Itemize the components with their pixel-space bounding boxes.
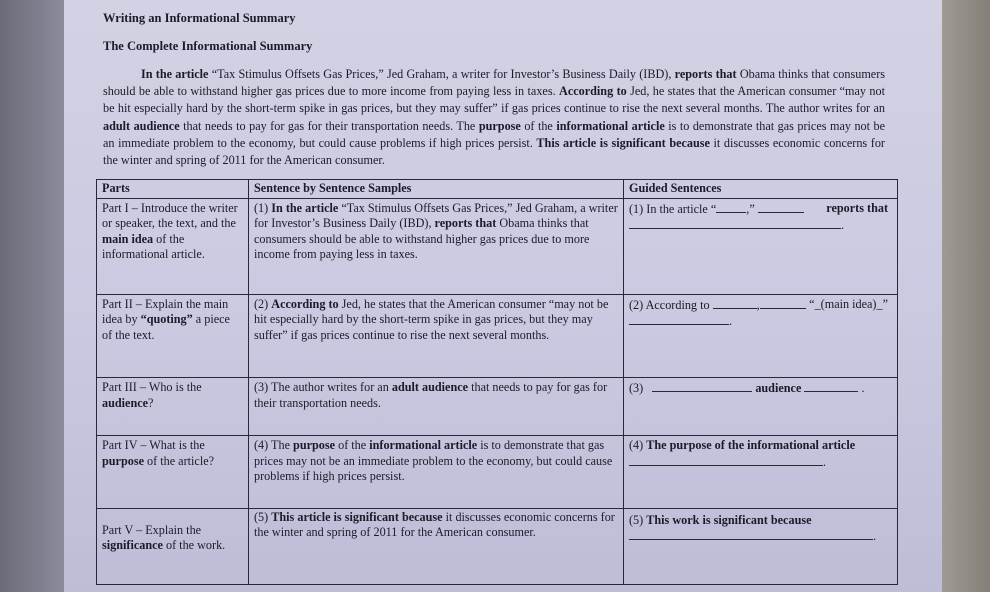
blank-line[interactable]: [629, 528, 873, 540]
sample-text: (2): [254, 297, 272, 312]
blank-line[interactable]: [629, 217, 841, 229]
part-keyword: main idea: [102, 231, 154, 246]
sample-keyword: informational article: [369, 438, 478, 453]
guided-keyword: audience: [755, 381, 802, 396]
guided-text: (5): [629, 513, 647, 528]
sample-text: of the: [335, 438, 370, 453]
blank-line[interactable]: [713, 297, 757, 309]
part-text: of the article?: [144, 453, 215, 468]
part-keyword: “quoting”: [140, 312, 193, 327]
paragraph-text: Jed, he states that the American consumer “may not be hit especially hard by the short-term spike in gas prices, but they may suffer” if gas prices continue to rise the next several months. The author writes for an: [103, 84, 885, 116]
phrase-according-to: According to: [559, 84, 627, 99]
paragraph-text: Obama thinks that consumers should be able to withstand higher gas prices due to more income from paying less in taxes.: [103, 67, 886, 99]
guided-text: .: [823, 454, 827, 469]
part-cell: [97, 199, 249, 295]
table-row: [97, 509, 898, 585]
paragraph-text: is to demonstrate that gas prices may not be an immediate problem to the economy, but could cause problems if high prices persist.: [103, 118, 886, 150]
paragraph-text: that needs to pay for gas for their transportation needs. The: [179, 118, 479, 133]
guided-text: (2) According to: [629, 298, 713, 313]
blank-line[interactable]: [652, 380, 752, 392]
guided-cell: [624, 436, 898, 509]
part-keyword: audience: [102, 395, 149, 410]
sample-keyword: This article is significant because: [271, 510, 443, 525]
blank-line[interactable]: [804, 380, 858, 392]
phrase-reports-that: reports that: [674, 67, 737, 81]
part-keyword: purpose: [102, 453, 144, 468]
part-cell: [97, 295, 249, 378]
blank-line[interactable]: [758, 201, 804, 213]
guided-keyword: The purpose of the informational article: [646, 438, 856, 453]
header-samples: Sentence by Sentence Samples: [249, 180, 624, 199]
sample-keyword: adult audience: [391, 380, 469, 395]
guided-cell: [624, 509, 898, 585]
page-title: Writing an Informational Summary: [103, 11, 296, 25]
part-cell: [97, 436, 249, 509]
paragraph-text: it discusses economic concerns for the winter and spring of 2011 for the American consumer.: [103, 135, 885, 168]
phrase-significant-because: This article is significant because: [536, 135, 710, 150]
table-row: [97, 295, 898, 378]
sample-text: (1): [254, 201, 272, 216]
part-text: of the work.: [162, 538, 226, 553]
phrase-in-the-article: In the article: [141, 67, 209, 81]
part-text: Part V – Explain the: [102, 523, 202, 538]
guided-cell: [624, 295, 898, 378]
part-text: of the informational article.: [102, 231, 205, 261]
sample-keyword: According to: [271, 297, 339, 312]
paragraph-text: of the: [520, 118, 557, 133]
sample-text: (4) The: [254, 438, 294, 453]
part-keyword: significance: [102, 538, 163, 553]
guided-text: (4): [629, 438, 647, 453]
blank-line[interactable]: [760, 297, 806, 309]
sample-cell: [249, 509, 624, 585]
guided-cell: [624, 199, 898, 295]
table-row: [97, 436, 898, 509]
background-wall-left: [0, 0, 64, 592]
sample-cell: [249, 295, 624, 378]
sample-cell: [249, 199, 624, 295]
table-row: [97, 378, 898, 436]
section-heading: The Complete Informational Summary: [103, 39, 313, 53]
guided-text: ,”: [746, 202, 758, 217]
sample-text: it discusses economic concerns for the winter and spring of 2011 for the American consumer.: [254, 510, 615, 540]
blank-line[interactable]: [629, 454, 823, 466]
part-text: Part IV – What is the: [102, 438, 205, 453]
summary-paragraph: [103, 66, 885, 169]
part-text: Part II – Explain the main idea by: [102, 297, 229, 327]
table-row: [97, 199, 898, 295]
sample-text: (5): [254, 510, 272, 525]
part-cell: [97, 378, 249, 436]
guided-text: (3): [629, 381, 647, 396]
sample-text: “Tax Stimulus Offsets Gas Prices,” Jed Graham, a writer for Investor’s Business Daily (IBD),: [254, 201, 618, 231]
phrase-purpose: purpose: [478, 118, 521, 133]
guided-text: .: [873, 529, 877, 544]
sample-keyword: In the article: [271, 201, 339, 216]
part-text: a piece of the text.: [102, 312, 230, 342]
table-header-row: [97, 180, 898, 199]
guided-text: “_(main idea)_”: [809, 297, 888, 312]
sample-cell: [249, 436, 624, 509]
header-parts: Parts: [97, 180, 249, 199]
sample-text: that needs to pay for gas for their transportation needs.: [254, 380, 608, 410]
blank-line[interactable]: [716, 201, 746, 213]
phrase-adult-audience: adult audience: [103, 118, 180, 133]
header-guided: Guided Sentences: [624, 180, 898, 199]
guided-text: .: [861, 381, 865, 396]
part-cell: [97, 509, 249, 585]
sample-keyword: purpose: [293, 438, 336, 453]
guided-keyword: reports that: [826, 201, 888, 216]
summary-table: [96, 179, 898, 585]
phrase-informational-article: informational article: [556, 118, 665, 133]
part-text: Part I – Introduce the writer or speaker, the text, and the: [102, 201, 238, 231]
part-text: ?: [148, 395, 154, 410]
sample-text: Obama thinks that consumers should be able to withstand higher gas prices due to more income from paying less in taxes.: [254, 216, 590, 261]
guided-text: .: [729, 314, 733, 329]
part-text: Part III – Who is the: [102, 380, 202, 395]
guided-text: ,: [756, 298, 760, 313]
sample-text: Jed, he states that the American consumer “may not be hit especially hard by the short-term spike in gas prices, but they may suffer” if gas prices continue to rise the next several months.: [254, 297, 609, 342]
sample-cell: [249, 378, 624, 436]
sample-text: (3) The author writes for an: [254, 380, 392, 395]
guided-text: (1) In the article “: [629, 202, 717, 217]
guided-cell: [624, 378, 898, 436]
sample-text: is to demonstrate that gas prices may not be an immediate problem to the economy, but could cause problems if high prices persist.: [254, 438, 613, 483]
sample-keyword: reports that: [434, 216, 497, 231]
blank-line[interactable]: [629, 313, 729, 325]
guided-keyword: This work is significant because: [646, 513, 812, 528]
background-wall-right: [942, 0, 990, 592]
guided-text: .: [841, 218, 845, 233]
paragraph-text: “Tax Stimulus Offsets Gas Prices,” Jed Graham, a writer for Investor’s Business Daily (IBD),: [208, 67, 675, 81]
